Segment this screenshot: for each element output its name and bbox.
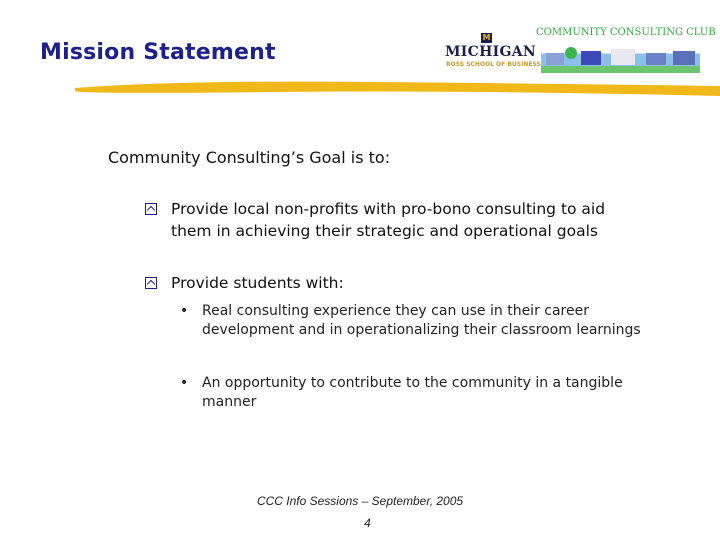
michigan-block-m-logo: M	[482, 33, 491, 42]
list-item: Provide local non-profits with pro-bono consulting to aid them in achieving their strategic and operational goals	[171, 198, 641, 242]
footer-text: CCC Info Sessions – September, 2005	[256, 494, 464, 508]
sub-list-item: • Real consulting experience they can use in their career development and in operationalizing their classroom learnings	[180, 303, 641, 338]
slide-title: Mission Statement	[40, 40, 276, 65]
yellow-brush-stroke	[75, 76, 720, 98]
school-name: ROSS SCHOOL OF BUSINESS	[446, 61, 541, 68]
club-name: COMMUNITY CONSULTING CLUB	[536, 27, 716, 38]
checkbox-bullet-icon	[145, 203, 157, 215]
university-name: MICHIGAN	[445, 44, 536, 60]
sub-list-item: • An opportunity to contribute to the community in a tangible manner	[180, 375, 623, 410]
checkbox-bullet-icon	[145, 277, 157, 289]
page-number: 4	[364, 516, 371, 530]
goal-intro: Community Consulting’s Goal is to:	[108, 148, 391, 167]
footer	[0, 494, 720, 530]
neighborhood-illustration	[541, 45, 700, 73]
list-item: Provide students with:	[171, 272, 344, 294]
